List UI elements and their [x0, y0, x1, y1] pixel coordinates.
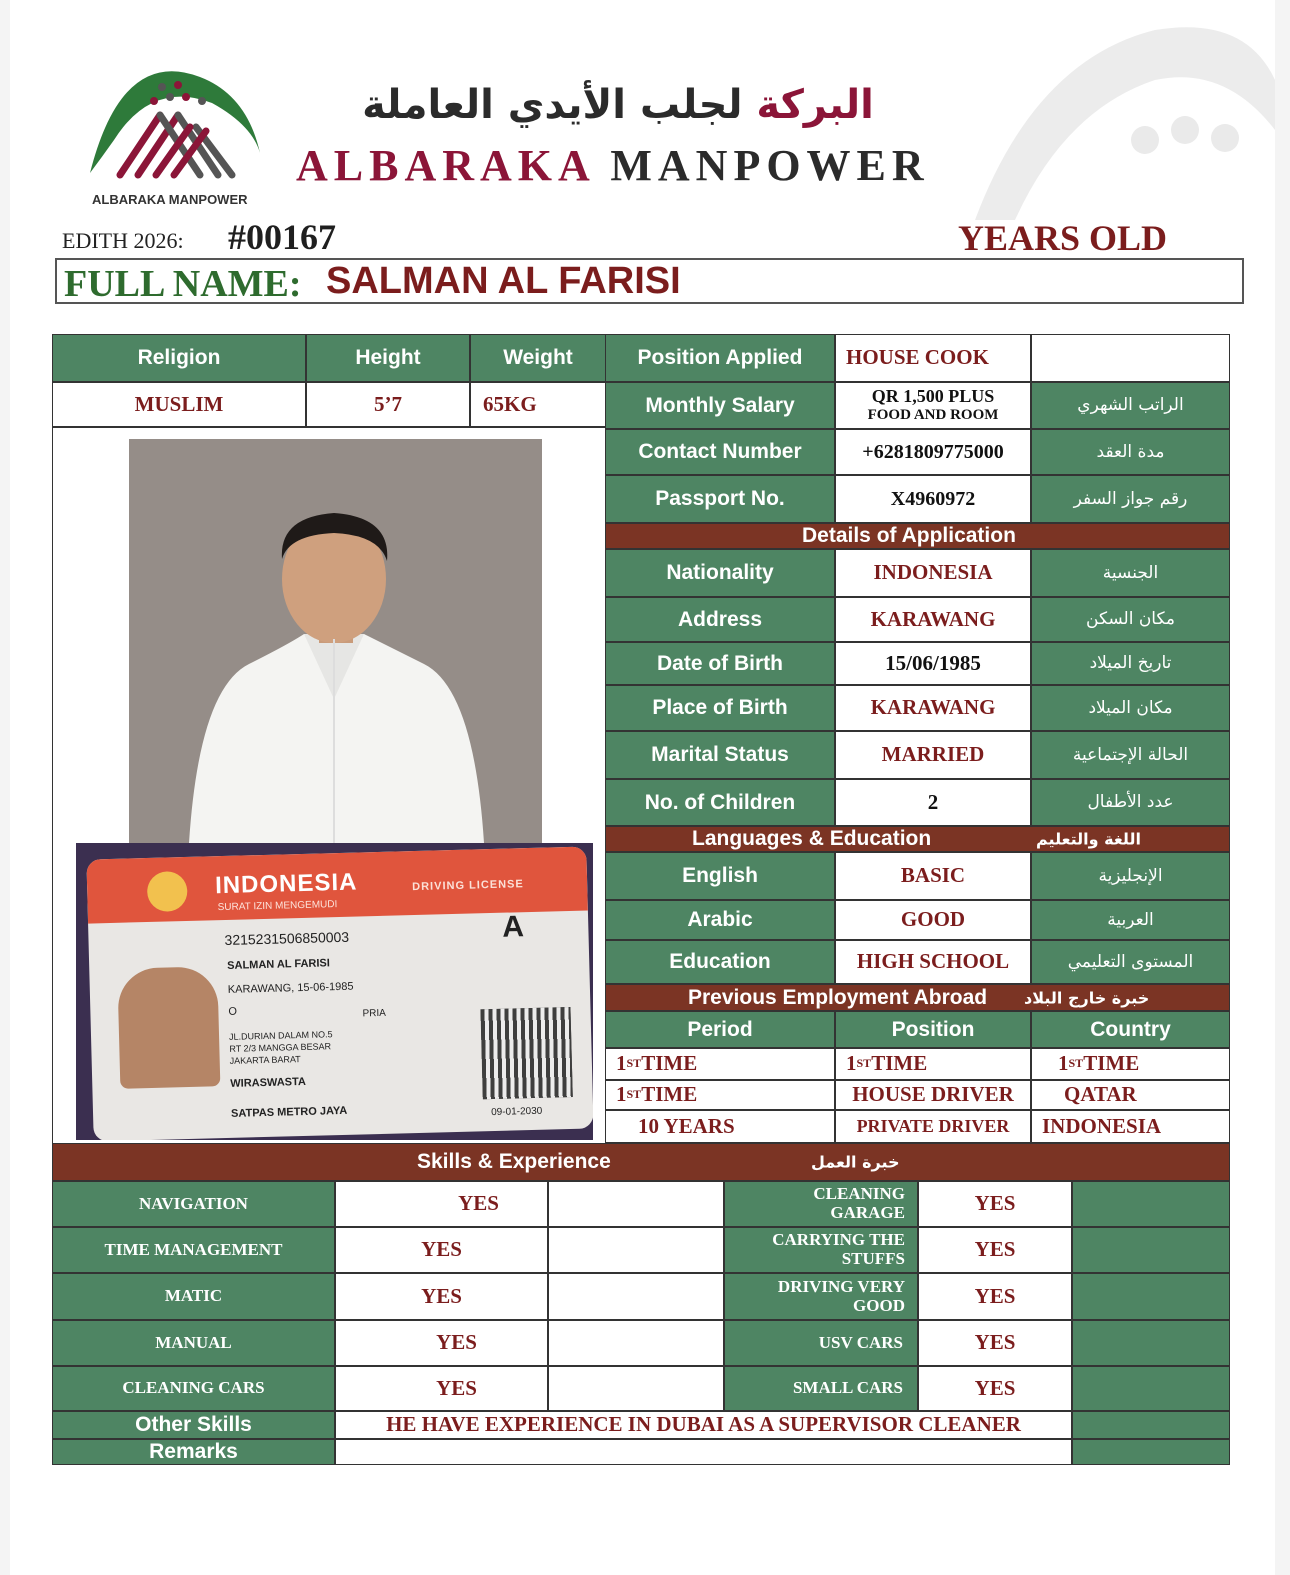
- skill-time-management-label: TIME MANAGEMENT: [52, 1227, 335, 1273]
- license-sex: PRIA: [362, 1007, 387, 1020]
- row1-period-sup: ST: [626, 1056, 642, 1071]
- brand-arabic-first: البركة: [756, 82, 874, 128]
- row1-pos-num: 1: [846, 1051, 857, 1076]
- license-address-1: JL.DURIAN DALAM NO.5: [228, 1029, 333, 1042]
- passport-ar: رقم جواز السفر: [1031, 475, 1230, 523]
- languages-title: Languages & Education: [692, 827, 932, 850]
- employment-row-1-position: [835, 1048, 1031, 1080]
- remarks-extra: [1072, 1439, 1230, 1465]
- weight-value: 65KG: [470, 382, 606, 427]
- position-applied-ar: [1031, 334, 1230, 382]
- height-header: Height: [306, 334, 470, 382]
- weight-header: Weight: [470, 334, 606, 382]
- contact-number-value: +6281809775000: [835, 429, 1031, 475]
- english-label: English: [605, 852, 835, 900]
- license-country: INDONESIA: [214, 868, 358, 900]
- nationality-ar: الجنسية: [1031, 549, 1230, 597]
- full-name-value: SALMAN AL FARISI: [326, 260, 681, 302]
- row2-period-num: 1: [616, 1082, 627, 1107]
- education-ar: المستوى التعليمي: [1031, 940, 1230, 984]
- employment-row-1-period: [605, 1048, 835, 1080]
- skill-driving-value: YES: [918, 1273, 1072, 1320]
- other-skills-value: HE HAVE EXPERIENCE IN DUBAI AS A SUPERVISOR CLEANER: [335, 1411, 1072, 1439]
- license-subtitle: SURAT IZIN MENGEMUDI: [217, 899, 338, 914]
- employment-row-2-position: HOUSE DRIVER: [835, 1080, 1031, 1110]
- nationality-label: Nationality: [605, 549, 835, 597]
- skill-extra-4: [1072, 1320, 1230, 1366]
- skill-blank-4: [548, 1320, 724, 1366]
- license-name: SALMAN AL FARISI: [227, 957, 331, 972]
- marital-status-value: MARRIED: [835, 731, 1031, 779]
- skills-title: Skills & Experience: [417, 1150, 611, 1173]
- position-header: Position: [835, 1011, 1031, 1048]
- english-ar: الإنجليزية: [1031, 852, 1230, 900]
- cleaning-garage-line-2: GARAGE: [830, 1203, 905, 1222]
- religion-header: Religion: [52, 334, 306, 382]
- license-card: [86, 847, 593, 1140]
- license-face-photo: [117, 966, 220, 1089]
- children-label: No. of Children: [605, 779, 835, 826]
- remarks-value: [335, 1439, 1072, 1465]
- skill-extra-3: [1072, 1273, 1230, 1320]
- address-value: KARAWANG: [835, 597, 1031, 642]
- carrying-line-2: STUFFS: [841, 1249, 905, 1268]
- full-name-label: FULL NAME:: [64, 263, 302, 305]
- arabic-label: Arabic: [605, 900, 835, 940]
- arabic-ar: العربية: [1031, 900, 1230, 940]
- children-ar: عدد الأطفال: [1031, 779, 1230, 826]
- employment-row-3-country: INDONESIA: [1031, 1110, 1230, 1143]
- carrying-line-1: CARRYING THE: [772, 1230, 905, 1250]
- skill-usv-cars-label: USV CARS: [724, 1320, 918, 1366]
- education-label: Education: [605, 940, 835, 984]
- arabic-value: GOOD: [835, 900, 1031, 940]
- edition-label: EDITH 2026:: [62, 228, 184, 253]
- languages-band: [605, 826, 1230, 852]
- country-header: Country: [1031, 1011, 1230, 1048]
- age-label: YEARS OLD: [958, 218, 1168, 258]
- license-address-2: RT 2/3 MANGGA BESAR: [229, 1041, 332, 1054]
- monthly-salary-ar: الراتب الشهري: [1031, 382, 1230, 429]
- row1-cty-sup: ST: [1068, 1056, 1084, 1071]
- license-issuer: SATPAS METRO JAYA: [230, 1104, 348, 1120]
- skill-extra-5: [1072, 1366, 1230, 1411]
- dob-ar: تاريخ الميلاد: [1031, 642, 1230, 685]
- monthly-salary-value: [835, 382, 1031, 429]
- marital-status-label: Marital Status: [605, 731, 835, 779]
- license-type: DRIVING LICENSE: [412, 878, 524, 894]
- brand-english-rest: MANPOWER: [610, 141, 930, 190]
- row1-period-text: TIME: [641, 1051, 698, 1076]
- skill-driving-label: [724, 1273, 918, 1320]
- skill-navigation-label: NAVIGATION: [52, 1181, 335, 1227]
- employment-band: [605, 984, 1230, 1011]
- skill-usv-cars-value: YES: [918, 1320, 1072, 1366]
- brand-name-english: [296, 140, 930, 191]
- dob-value: 15/06/1985: [835, 642, 1031, 685]
- skill-matic-label: MATIC: [52, 1273, 335, 1320]
- position-applied-value: HOUSE COOK: [835, 334, 1031, 382]
- driving-license-image: [76, 843, 593, 1140]
- skill-matic-value: YES: [335, 1273, 548, 1320]
- pob-value: KARAWANG: [835, 685, 1031, 731]
- skill-manual-value: YES: [335, 1320, 548, 1366]
- license-expiry: 09-01-2030: [491, 1105, 543, 1119]
- candidate-photo: [129, 439, 542, 843]
- children-value: 2: [835, 779, 1031, 826]
- driving-line-2: GOOD: [853, 1295, 905, 1315]
- employment-row-2-period: [605, 1080, 835, 1110]
- employment-title-ar: خبرة خارج البلاد: [1024, 988, 1150, 1007]
- salary-line-1: QR 1,500 PLUS: [871, 386, 995, 407]
- position-applied-label: Position Applied: [605, 334, 835, 382]
- employment-row-2-country: QATAR: [1031, 1080, 1230, 1110]
- row1-period-num: 1: [616, 1051, 627, 1076]
- logo-caption: ALBARAKA MANPOWER: [92, 192, 248, 207]
- education-value: HIGH SCHOOL: [835, 940, 1031, 984]
- brand-name-arabic: [292, 82, 944, 128]
- english-value: BASIC: [835, 852, 1031, 900]
- skill-small-cars-label: SMALL CARS: [724, 1366, 918, 1411]
- employment-row-3-position: PRIVATE DRIVER: [835, 1110, 1031, 1143]
- driving-line-1: DRIVING VERY: [777, 1276, 905, 1296]
- skill-cleaning-garage-label: [724, 1181, 918, 1227]
- employment-row-1-country: [1031, 1048, 1230, 1080]
- license-occupation: WIRASWASTA: [230, 1075, 307, 1090]
- religion-value: MUSLIM: [52, 382, 306, 427]
- period-header: Period: [605, 1011, 835, 1048]
- license-address-3: JAKARTA BARAT: [229, 1054, 301, 1066]
- license-number: 3215231506850003: [224, 928, 350, 949]
- skill-extra-1: [1072, 1181, 1230, 1227]
- skill-carrying-value: YES: [918, 1227, 1072, 1273]
- details-title: Details of Application: [802, 524, 1016, 547]
- skill-blank-1: [548, 1181, 724, 1227]
- other-skills-label: Other Skills: [52, 1411, 335, 1439]
- salary-line-2: FOOD AND ROOM: [867, 407, 999, 424]
- marital-status-ar: الحالة الإجتماعية: [1031, 731, 1230, 779]
- pob-ar: مكان الميلاد: [1031, 685, 1230, 731]
- skill-extra-2: [1072, 1227, 1230, 1273]
- skill-manual-label: MANUAL: [52, 1320, 335, 1366]
- skill-cleaning-cars-label: CLEANING CARS: [52, 1366, 335, 1411]
- height-value: 5’7: [306, 382, 470, 427]
- passport-value: X4960972: [835, 475, 1031, 523]
- license-class: A: [501, 910, 525, 944]
- passport-label: Passport No.: [605, 475, 835, 523]
- employment-title: Previous Employment Abroad: [688, 985, 988, 1009]
- address-label: Address: [605, 597, 835, 642]
- skill-navigation-value: YES: [335, 1181, 548, 1227]
- skill-time-management-value: YES: [335, 1227, 548, 1273]
- dob-label: Date of Birth: [605, 642, 835, 685]
- row1-cty-num: 1: [1058, 1051, 1069, 1076]
- skill-small-cars-value: YES: [918, 1366, 1072, 1411]
- brand-english-first: ALBARAKA: [296, 141, 594, 190]
- watermark-logo: [955, 20, 1275, 220]
- brand-arabic-rest: لجلب الأيدي العاملة: [362, 82, 743, 128]
- skill-cleaning-garage-value: YES: [918, 1181, 1072, 1227]
- languages-title-ar: اللغة والتعليم: [1036, 829, 1141, 849]
- contact-number-label: Contact Number: [605, 429, 835, 475]
- skill-cleaning-cars-value: YES: [335, 1366, 548, 1411]
- row2-period-text: TIME: [641, 1082, 698, 1107]
- row1-pos-text: TIME: [871, 1051, 928, 1076]
- albaraka-logo: [82, 55, 272, 205]
- cleaning-garage-line-1: CLEANING: [813, 1184, 905, 1204]
- monthly-salary-label: Monthly Salary: [605, 382, 835, 429]
- employment-row-3-period: 10 YEARS: [605, 1110, 835, 1143]
- details-band: [605, 523, 1230, 549]
- row2-period-sup: ST: [626, 1087, 642, 1102]
- candidate-code: #00167: [228, 217, 336, 257]
- row1-cty-text: TIME: [1083, 1051, 1140, 1076]
- skills-title-ar: خبرة العمل: [811, 1152, 900, 1172]
- address-ar: مكان السكن: [1031, 597, 1230, 642]
- other-skills-extra: [1072, 1411, 1230, 1439]
- license-blood: O: [228, 1005, 238, 1018]
- skill-carrying-label: [724, 1227, 918, 1273]
- pob-label: Place of Birth: [605, 685, 835, 731]
- skills-band: [52, 1143, 1230, 1181]
- skill-blank-5: [548, 1366, 724, 1411]
- nationality-value: INDONESIA: [835, 549, 1031, 597]
- qr-code-icon: [480, 1007, 572, 1099]
- contact-number-ar: مدة العقد: [1031, 429, 1230, 475]
- remarks-label: Remarks: [52, 1439, 335, 1465]
- skill-blank-3: [548, 1273, 724, 1320]
- license-birth: KARAWANG, 15-06-1985: [227, 980, 354, 996]
- skill-blank-2: [548, 1227, 724, 1273]
- row1-pos-sup: ST: [856, 1056, 872, 1071]
